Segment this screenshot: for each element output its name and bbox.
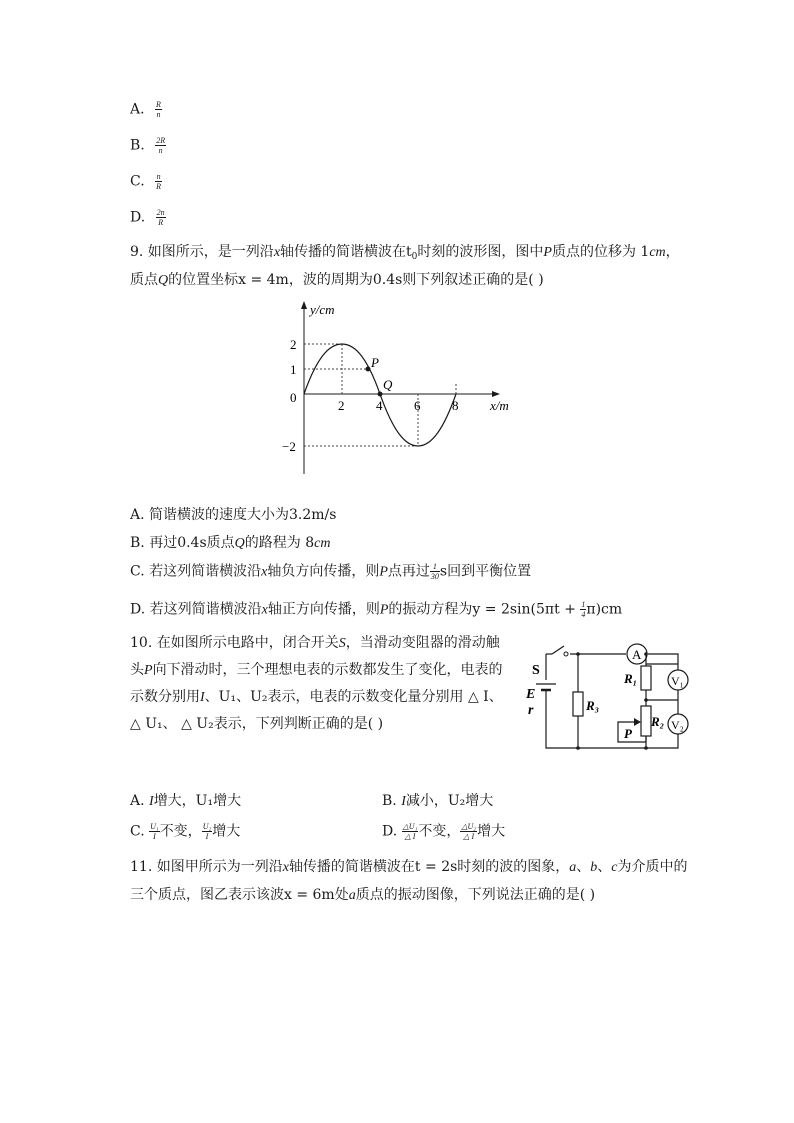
y-axis-label: y/cm: [310, 302, 335, 317]
x-tick-label: 8: [452, 398, 459, 413]
fraction-numerator: 2R: [156, 136, 166, 145]
fraction: [155, 172, 162, 191]
fraction: [155, 136, 166, 155]
fraction-denominator: 30: [430, 572, 439, 581]
resistor-R1: [641, 666, 651, 690]
label-S: S: [532, 663, 540, 678]
text: 质点: [130, 272, 158, 288]
label-R2: R₂: [651, 714, 665, 729]
text: 质点的振动图像，下列说法正确的是( ): [355, 887, 596, 903]
option-text: B. 再过0.4s质点: [130, 535, 235, 551]
text: 、: [597, 859, 612, 875]
q10-option-d: [382, 822, 505, 841]
fraction-denominator: I: [153, 832, 156, 841]
option-text: 的路程为 8: [244, 535, 315, 551]
text: 向下滑动时，三个理想电表的示数都发生了变化，电表的: [152, 662, 503, 678]
subscript: 0: [411, 252, 418, 262]
label-A: A: [632, 647, 642, 662]
unit: cm: [314, 536, 331, 551]
fraction-denominator: R: [158, 218, 164, 227]
variable-P: P: [379, 564, 388, 580]
text: 时刻的波形图，图中: [417, 244, 544, 260]
point-Q: [378, 392, 383, 397]
q8-option-d: [130, 208, 166, 227]
x-tick-label: 6: [414, 398, 421, 413]
text: 头: [130, 662, 144, 678]
option-text: 的振动方程为y = 2sin(5πt +: [388, 601, 581, 618]
fraction-numerator: U₁: [150, 822, 159, 831]
fraction-denominator: n: [158, 146, 163, 155]
q10-stem-line4: [130, 715, 383, 733]
option-label: B.: [382, 793, 397, 809]
fraction-numerator: 2n: [156, 208, 165, 217]
option-label: A.: [130, 793, 145, 809]
q10-stem-line3: [130, 688, 503, 707]
text: 的位置坐标x = 4m，波的周期为0.4s则下列叙述正确的是( ): [168, 272, 544, 288]
y-tick-label: 1: [290, 362, 297, 377]
fraction: [430, 562, 440, 581]
q10-stem-line2: [130, 661, 503, 680]
variable-P: P: [379, 602, 389, 618]
variable-Q: Q: [158, 273, 169, 288]
x-axis-label: x/m: [490, 398, 509, 413]
wave-graph: [270, 296, 530, 478]
text: 轴传播的简谐横波在t = 2s时刻的波的图象，: [288, 859, 570, 875]
fraction-denominator: I: [205, 832, 209, 841]
q8-option-c: [130, 172, 162, 191]
fraction: [156, 208, 166, 227]
text: △ U₁、 △ U₂表示，下列判断正确的是( ): [130, 716, 384, 732]
fraction-denominator: R: [156, 182, 162, 191]
text: 质点的位移为 1: [551, 244, 650, 260]
text: 轴传播的简谐横波在t: [280, 244, 412, 260]
variable-a: a: [569, 860, 577, 875]
resistor-R3: [573, 692, 583, 716]
variable-I: I: [149, 794, 154, 809]
option-label: C.: [130, 823, 145, 840]
fraction-numerator: U₂: [202, 822, 212, 831]
option-text: 不变，: [159, 823, 202, 840]
fraction-denominator: △ I: [404, 832, 416, 841]
variable-S: S: [338, 636, 346, 651]
text: 9. 如图所示，是一列沿: [130, 244, 274, 260]
q11-stem-line1: [130, 858, 688, 877]
text: 11. 如图甲所示为一列沿: [130, 859, 283, 875]
variable-x: x: [261, 602, 268, 618]
fraction-numerator: R: [156, 100, 161, 109]
q8-option-a: [130, 100, 162, 119]
fraction: [402, 822, 419, 841]
option-label: D.: [130, 209, 146, 226]
q9-option-a: [130, 506, 336, 524]
option-text: 点再过: [387, 563, 430, 580]
option-text: 轴正方向传播，则: [267, 601, 380, 618]
variable-Q: Q: [234, 536, 245, 551]
option-text: 增大: [477, 823, 506, 840]
text: ，: [665, 244, 680, 260]
junction: [644, 652, 648, 656]
text: 三个质点，图乙表示该波x = 6m处: [130, 887, 349, 903]
label-V2: V₂: [671, 718, 684, 732]
circuit-diagram: [522, 638, 698, 756]
variable-b: b: [590, 860, 598, 875]
junction: [576, 652, 580, 656]
text: 、U₁、U₂表示，电表的示数变化量分别用 △ I、: [204, 689, 503, 705]
q10-stem-line1: [130, 634, 500, 653]
fraction-numerator: △U₂: [461, 822, 477, 831]
fraction-numerator: 1: [581, 600, 586, 609]
text: 为介质中的: [617, 859, 688, 875]
label-r: r: [528, 703, 534, 718]
fraction: [149, 822, 160, 841]
fraction-numerator: n: [156, 172, 161, 181]
text: ，当滑动变阻器的滑动触: [345, 635, 500, 651]
variable-I: I: [200, 690, 205, 705]
option-label: B.: [130, 137, 145, 154]
q10-option-b: [382, 792, 493, 811]
slider-arrow: [634, 718, 641, 726]
fraction: [155, 100, 162, 119]
q9-stem-line2: [130, 271, 544, 290]
fraction-numerator: △U₁: [402, 822, 418, 831]
variable-P: P: [144, 663, 153, 678]
variable-c: c: [611, 860, 618, 875]
x-tick-label: 2: [338, 398, 345, 413]
option-text: 轴负方向传播，则: [267, 563, 380, 580]
text: 10. 在如图所示电路中，闭合开关: [130, 635, 339, 651]
q11-stem-line2: [130, 886, 595, 905]
option-text: π)cm: [586, 601, 623, 618]
rheostat-R2: [641, 706, 651, 736]
variable-P: P: [543, 245, 552, 260]
y-tick-label: 2: [290, 337, 297, 352]
option-text: A. 简谐横波的速度大小为3.2m/s: [130, 507, 337, 523]
option-text: 减小，U₂增大: [405, 793, 494, 809]
x-axis-arrow: [492, 391, 500, 397]
junction: [576, 746, 580, 750]
q9-option-b: [130, 534, 330, 553]
label-E: E: [526, 687, 536, 702]
text: 、: [576, 859, 591, 875]
label-R3: R₃: [586, 698, 600, 713]
wire: [546, 654, 678, 748]
fraction-numerator: 1: [430, 562, 440, 572]
point-P-label: P: [371, 355, 379, 370]
fraction-denominator: △ I: [463, 832, 475, 841]
variable-x: x: [261, 564, 268, 580]
q8-option-b: [130, 136, 166, 155]
x-tick-label: 4: [376, 398, 383, 413]
option-label: D.: [382, 823, 398, 840]
fraction-denominator: n: [156, 110, 161, 119]
q9-option-d: [130, 600, 622, 620]
y-axis-arrow: [301, 301, 307, 309]
q9-stem-line1: [130, 243, 680, 266]
fraction-denominator: 4: [581, 610, 586, 619]
option-label: A.: [130, 101, 145, 118]
fraction: [202, 822, 213, 841]
y-tick-label: −2: [282, 439, 296, 454]
text: 示数分别用: [130, 689, 200, 705]
variable-x: x: [273, 245, 281, 260]
switch-contact: [564, 652, 568, 656]
option-text: s回到平衡位置: [439, 563, 532, 580]
q9-option-c: [130, 562, 531, 582]
switch-blade: [552, 646, 564, 654]
option-text: D. 若这列简谐横波沿: [130, 601, 262, 618]
q10-option-a: [130, 792, 241, 811]
option-text: 增大: [212, 823, 241, 840]
option-text: C. 若这列简谐横波沿: [130, 563, 262, 580]
point-P: [366, 367, 371, 372]
variable-x: x: [282, 860, 289, 875]
point-Q-label: Q: [383, 377, 393, 392]
option-label: C.: [130, 173, 145, 190]
origin-label: 0: [290, 390, 297, 405]
q10-option-c: [130, 822, 240, 841]
variable-I: I: [401, 794, 406, 809]
unit: cm: [649, 245, 666, 260]
variable-a: a: [348, 888, 356, 903]
option-text: 增大，U₁增大: [153, 793, 242, 809]
label-R1: R₁: [624, 671, 638, 686]
label-P: P: [624, 726, 632, 741]
fraction: [460, 822, 477, 841]
junction: [644, 746, 648, 750]
label-V1: V₁: [671, 674, 684, 688]
option-text: 不变，: [418, 823, 461, 840]
